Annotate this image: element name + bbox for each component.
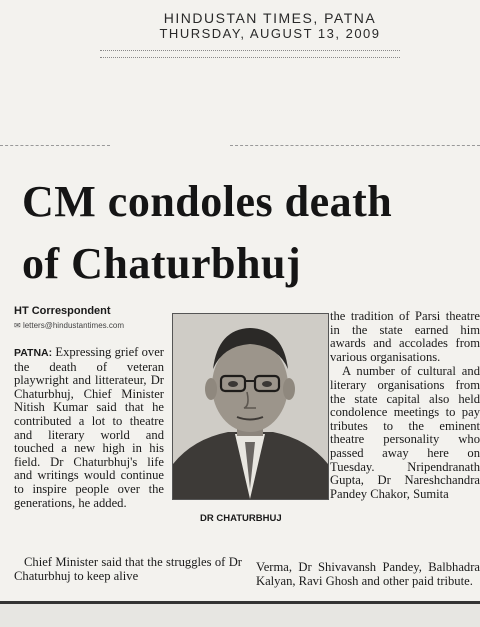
portrait-photo — [172, 313, 329, 500]
article-body-bottom-left: Chief Minister said that the struggles of Dr Chaturbhuj to keep alive — [14, 555, 242, 583]
byline-email-text: letters@hindustantimes.com — [22, 321, 124, 330]
headline-line-2: of Chaturbhuj — [22, 239, 302, 288]
byline-author: HT Correspondent — [14, 305, 111, 317]
article-body-bottom-right: Verma, Dr Shivavansh Pandey, Balbhadra Kalyan, Ravi Ghosh and other paid tribute. — [256, 560, 480, 588]
byline-email — [14, 321, 124, 330]
email-icon: ✉ — [14, 321, 23, 330]
section-divider — [230, 145, 480, 146]
masthead-paper-name: HINDUSTAN TIMES, PATNA — [163, 10, 377, 26]
dateline: PATNA: — [14, 347, 53, 359]
masthead-divider — [100, 50, 400, 51]
masthead-date: THURSDAY, AUGUST 13, 2009 — [159, 26, 381, 41]
article-column-1 — [14, 346, 164, 511]
section-divider — [0, 145, 110, 146]
article-bottom-lines — [14, 556, 480, 588]
next-article-strip — [0, 604, 480, 627]
photo-caption: DR CHATURBHUJ — [200, 513, 282, 524]
portrait-image — [173, 314, 328, 499]
article-body-col3-para1: the tradition of Parsi theatre in the state earned him awards and accolades from various organisations. — [330, 309, 480, 364]
article-body-col1: Expressing grief over the death of veteran playwright and litterateur, Dr Chaturbhuj, Chief Minister Nitish Kumar said that he contributed a lot to theatre and literary world and touched a new high in his field. Dr Chaturbhuj's life and writings would continue to inspire people over the generations, he added. — [14, 345, 164, 510]
article-column-3 — [330, 310, 480, 502]
headline-line-1: CM condoles death — [22, 177, 393, 226]
masthead-divider — [100, 57, 400, 58]
article-body-col3-para2: A number of cultural and literary organisations from the state capital also held condolence meetings to pay tributes to the eminent theatre personality who passed away here on Tuesday. Nripendranath Gupta, Dr Nareshchandra Pandey Chakor, Sumita — [330, 364, 480, 501]
